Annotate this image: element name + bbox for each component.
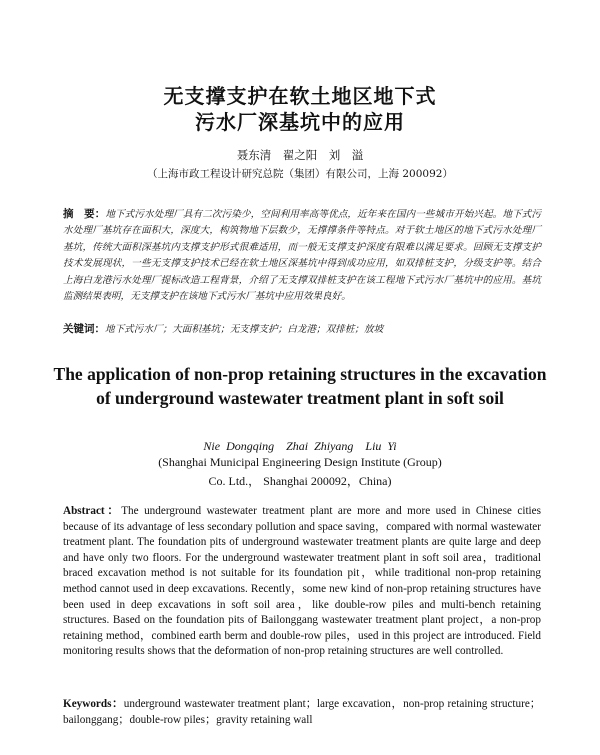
chinese-keywords-label: 关键词： (63, 323, 105, 335)
chinese-keywords-text: 地下式污水厂；大面积基坑；无支撑支护；白龙港；双排桩；放坡 (105, 324, 384, 335)
chinese-title-line-1: 无支撑支护在软土地区地下式 (163, 84, 437, 108)
english-abstract-text: The underground wastewater treatment plant are more and more used in Chinese cities because of its advantage of less secondary pollution and space saving，compared with normal wastewater treatment plant. The foundation pits of underground wastewater treatment plants are quite large and deep and have only two floors. For the underground wastewater treatment plant in soft soil area，traditional braced excavation method is not suitable for its foundation pit，while traditional non-prop retaining method cannot used in deep excavations. Recently，some new kind of non-prop retaining structures have been used in deep excavations in soft soil area，like double-row piles and multi-bench retaining structures. Based on the foundation pits of Bailonggang wastewater treatment plant project，a non-prop retaining method，combined earth berm and double-row piles，used in this project are introduced. Field monitoring results shows that the deformation of non-prop retaining structures are well controlled. (63, 505, 541, 658)
english-title-line-2: of underground wastewater treatment plant in soft soil (96, 388, 504, 408)
chinese-authors: 聂东清 翟之阳 刘 溢 (236, 148, 364, 162)
chinese-abstract-label: 摘 要： (63, 208, 106, 220)
english-affiliation-line-2: Co. Ltd.， Shanghai 200092，China) (208, 474, 392, 488)
chinese-abstract-text: 地下式污水处理厂具有二次污染少，空间利用率高等优点，近年来在国内一些城市开始兴起。地下式污水处理厂基坑存在面积大，深度大，构筑物地下层数少，无撑撑条件等特点。对于软土地区的地下式污水处理厂基坑，传统大面积深基坑内支撑支护形式很难适用，而一般无支撑支护深度有限难以满足要求。回顾无支撑支护技术发展现状，一些无支撑支护技术已经在软土地区深基坑中得到成功应用，如双排桩支护，分级支护等。结合上海白龙港污水处理厂提标改造工程背景，介绍了无支撑双排桩支护在该工程地下式污水厂基坑中的应用。基坑监测结果表明，无支撑支护在该地下式污水厂基坑中应用效果良好。 (63, 209, 542, 303)
english-abstract-label: Abstract： (63, 505, 122, 517)
english-keywords (63, 697, 541, 728)
english-title-line-1: The application of non-prop retaining structures in the excavation (53, 364, 547, 384)
english-abstract (63, 504, 541, 660)
chinese-keywords (63, 321, 541, 338)
english-affiliation-line-1: (Shanghai Municipal Engineering Design Institute (Group) (158, 455, 442, 469)
chinese-title-line-2: 污水厂深基坑中的应用 (195, 110, 405, 134)
english-authors: Nie Dongqing Zhai Zhiyang Liu Yi (203, 439, 397, 453)
english-keywords-label: Keywords： (63, 698, 124, 710)
chinese-abstract (63, 206, 541, 305)
english-keywords-text: underground wastewater treatment plant；large excavation，non-prop retaining structure；bailonggang；double-row piles；gravity retaining wall (63, 698, 541, 726)
chinese-affiliation: （上海市政工程设计研究总院（集团）有限公司，上海 200092） (147, 168, 453, 180)
